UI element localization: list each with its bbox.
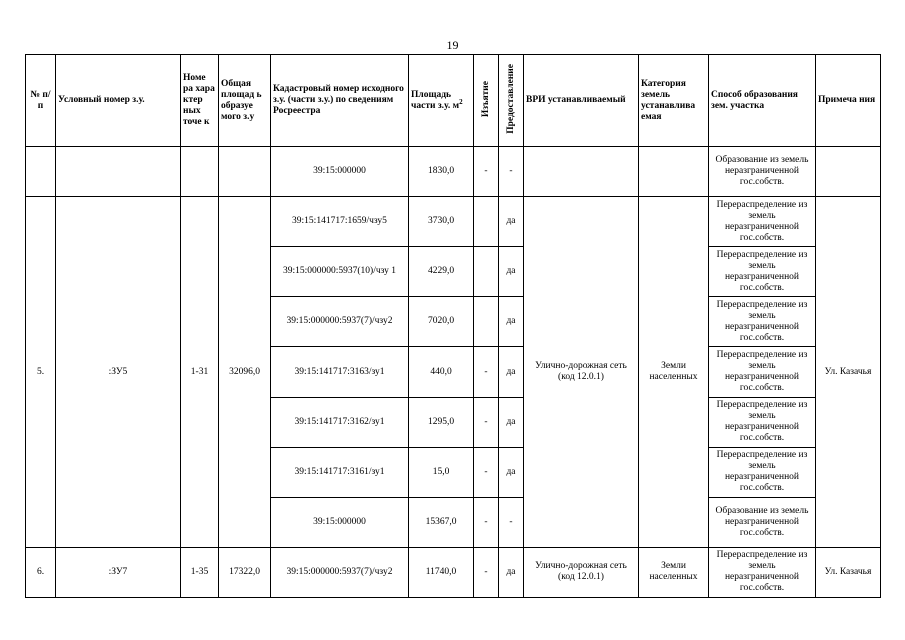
header-num: № п/п [26, 55, 56, 147]
header-area-part-sup: 2 [459, 97, 463, 106]
cell-withdraw: - [474, 547, 499, 597]
cell-cadastral: 39:15:000000:5937(7)/чзу2 [271, 547, 409, 597]
cell-withdraw: - [474, 347, 499, 397]
header-category: Категория земель устанавлива емая [639, 55, 709, 147]
cell-area: 4229,0 [409, 247, 474, 297]
table-row [26, 547, 881, 597]
cell-method: Перераспределение из земель неразграниченной гос.собств. [709, 447, 816, 497]
cell-empty [524, 147, 639, 197]
header-row [26, 55, 881, 147]
header-area-part-text: Площадь части з.у. м [411, 89, 460, 111]
page-number: 19 [446, 38, 459, 52]
cell-provide: да [499, 197, 524, 247]
cell-note: Ул. Казачья [816, 197, 881, 548]
cell-provide: да [499, 547, 524, 597]
cell-area: 15367,0 [409, 497, 474, 547]
cell-cadastral: 39:15:141717:3163/зу1 [271, 347, 409, 397]
cell-provide: да [499, 447, 524, 497]
header-withdraw-text: Изъятие [480, 80, 491, 117]
header-name: Условный номер з.у. [56, 55, 181, 147]
cell-empty [181, 147, 219, 197]
cell-provide: да [499, 397, 524, 447]
cell-vri: Улично-дорожная сеть (код 12.0.1) [524, 197, 639, 548]
cell-method: Образование из земель неразграниченной гос.собств. [709, 497, 816, 547]
header-provide [499, 55, 524, 147]
cell-area: 1295,0 [409, 397, 474, 447]
cell-empty [219, 147, 271, 197]
cell-cadastral: 39:15:141717:1659/чзу5 [271, 197, 409, 247]
cell-cadastral: 39:15:141717:3161/зу1 [271, 447, 409, 497]
cell-area: 15,0 [409, 447, 474, 497]
land-plot-table [25, 54, 881, 598]
cell-withdraw: - [474, 397, 499, 447]
cell-withdraw [474, 197, 499, 247]
cell-area: 3730,0 [409, 197, 474, 247]
cell-method: Перераспределение из земель неразграниченной гос.собств. [709, 297, 816, 347]
cell-plot-name: :ЗУ5 [56, 197, 181, 548]
cell-withdraw [474, 247, 499, 297]
cell-empty [56, 147, 181, 197]
header-method: Способ образования зем. участка [709, 55, 816, 147]
cell-method: Образование из земель неразграниченной гос.собств. [709, 147, 816, 197]
cell-method: Перераспределение из земель неразграниченной гос.собств. [709, 197, 816, 247]
cell-method: Перераспределение из земель неразграниченной гос.собств. [709, 347, 816, 397]
cell-empty [639, 147, 709, 197]
cell-provide: да [499, 347, 524, 397]
cell-cadastral: 39:15:000000 [271, 497, 409, 547]
cell-area-total: 32096,0 [219, 197, 271, 548]
cell-area: 7020,0 [409, 297, 474, 347]
table-row [26, 197, 881, 247]
cell-empty [816, 147, 881, 197]
cell-empty [26, 147, 56, 197]
cell-note: Ул. Казачья [816, 547, 881, 597]
header-provide-text: Предоставление [505, 63, 516, 134]
header-cadastral: Кадастровый номер исходного з.у. (части з.у.) по сведениям Росреестра [271, 55, 409, 147]
cell-provide: да [499, 297, 524, 347]
cell-points: 1-31 [181, 197, 219, 548]
cell-withdraw [474, 297, 499, 347]
cell-area: 440,0 [409, 347, 474, 397]
cell-category: Земли населенных [639, 547, 709, 597]
cell-method: Перераспределение из земель неразграниченной гос.собств. [709, 397, 816, 447]
cell-num: 5. [26, 197, 56, 548]
header-area-total: Общая площад ь образуе мого з.у [219, 55, 271, 147]
cell-cadastral: 39:15:000000:5937(10)/чзу 1 [271, 247, 409, 297]
table-row [26, 147, 881, 197]
cell-area: 11740,0 [409, 547, 474, 597]
header-withdraw [474, 55, 499, 147]
cell-cadastral: 39:15:000000 [271, 147, 409, 197]
cell-provide: да [499, 247, 524, 297]
cell-num: 6. [26, 547, 56, 597]
cell-provide: - [499, 147, 524, 197]
cell-points: 1-35 [181, 547, 219, 597]
header-note: Примеча ния [816, 55, 881, 147]
header-area-part [409, 55, 474, 147]
header-points: Номе ра хара ктер ных точе к [181, 55, 219, 147]
cell-method: Перераспределение из земель неразграниченной гос.собств. [709, 247, 816, 297]
cell-vri: Улично-дорожная сеть (код 12.0.1) [524, 547, 639, 597]
header-vri: ВРИ устанавливаемый [524, 55, 639, 147]
cell-method: Перераспределение из земель неразграниченной гос.собств. [709, 547, 816, 597]
cell-plot-name: :ЗУ7 [56, 547, 181, 597]
cell-provide: - [499, 497, 524, 547]
cell-area-total: 17322,0 [219, 547, 271, 597]
cell-withdraw: - [474, 147, 499, 197]
cell-withdraw: - [474, 447, 499, 497]
cell-category: Земли населенных [639, 197, 709, 548]
cell-withdraw: - [474, 497, 499, 547]
cell-area: 1830,0 [409, 147, 474, 197]
cell-cadastral: 39:15:141717:3162/зу1 [271, 397, 409, 447]
cell-cadastral: 39:15:000000:5937(7)/чзу2 [271, 297, 409, 347]
